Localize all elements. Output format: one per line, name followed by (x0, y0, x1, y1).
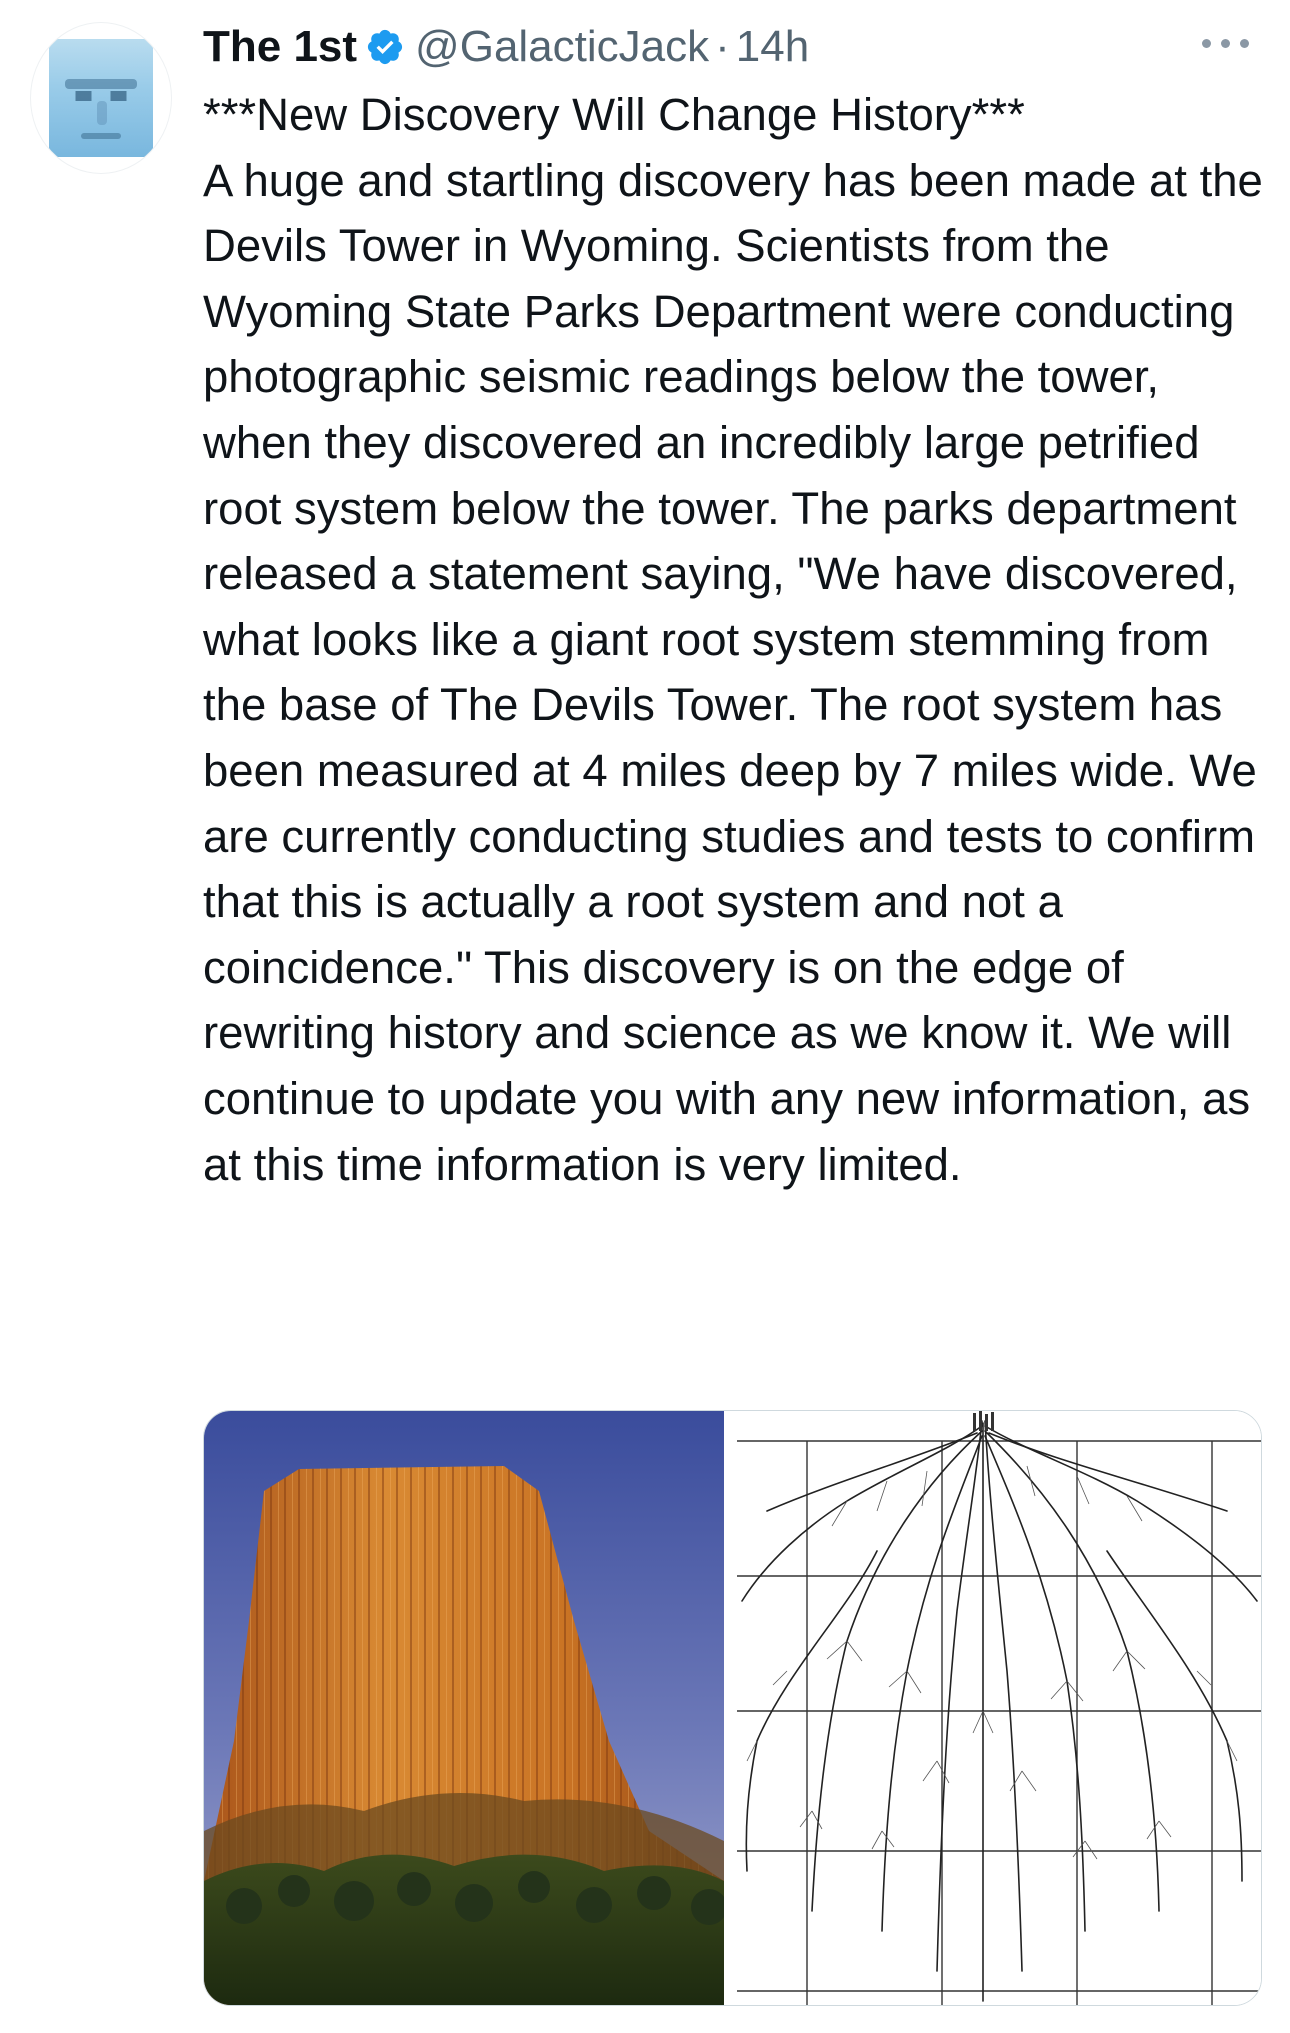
media-grid[interactable] (203, 1410, 1262, 2006)
more-options-icon[interactable] (1202, 36, 1250, 50)
separator-dot: · (715, 22, 730, 71)
handle[interactable]: @GalacticJack (415, 22, 710, 71)
root-system-diagram[interactable] (724, 1411, 1261, 2005)
avatar[interactable] (30, 22, 172, 174)
devils-tower-photo[interactable] (204, 1411, 724, 2005)
tweet-text: ***New Discovery Will Change History*** A huge and startling discovery has been made at the Devils Tower in Wyoming. Scientists from the Wyoming State Parks Department were conducting photographic seismic readings below the tower, when they discovered an incredibly large petrified root system below the tower. The parks department released a statement saying, "We have discovered, what looks like a giant root system stemming from the base of The Devils Tower. The root system has been measured at 4 miles deep by 7 miles wide. We are currently conducting studies and tests to confirm that this is actually a root system and not a coincidence." This discovery is on the edge of rewriting history and science as we know it. We will continue to update you with any new information, as at this time information is very limited. (203, 89, 1263, 1190)
tweet-header (203, 14, 809, 80)
timestamp[interactable]: 14h (735, 22, 810, 71)
display-name[interactable]: The 1st (203, 22, 358, 71)
verified-badge-icon[interactable] (365, 27, 405, 67)
avatar-face-image (49, 39, 153, 157)
